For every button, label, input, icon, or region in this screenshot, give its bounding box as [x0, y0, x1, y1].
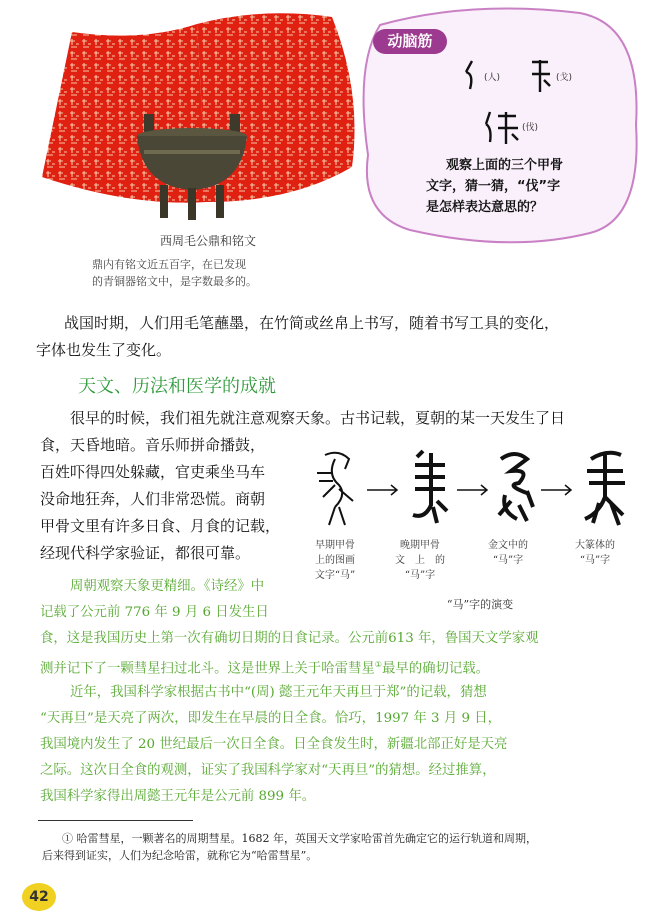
bronze-ding-rubbing-image: [32, 2, 362, 232]
arrow-3: [541, 485, 571, 495]
tian-zai-dan-paragraph: 近年，我国科学家根据古书中“(周) 懿王元年天再旦于郑”的记载，猜想 “天再旦”是天亮了两次，即发生在早晨的日全食。恰巧，1997 年 3 月 9 日， 我国境内发生了 20 世纪最后一次日全食。日全食发生时，新疆北部正好是天亮 之际。这次日全食的观测，证实了我国科学家对“天再旦”的猜想。经过推算， 我国科学家得出周懿王元年是公元前 899 年。: [40, 685, 508, 804]
footnote: ① 哈雷彗星，一颗著名的周期彗星。1682 年，英国天文学家哈雷首先确定它的运行轨道和周期， 后来得到证实，人们为纪念哈雷，就称它为“哈雷彗星”。: [42, 832, 537, 862]
arrow-2: [457, 485, 487, 495]
intro-paragraph: 战国时期，人们用毛笔蘸墨，在竹简或丝帛上书写，随着书写工具的变化， 字体也发生了变化。: [36, 314, 560, 359]
oracle-fa-glyph: [482, 106, 522, 146]
evolution-figure-caption: “马”字的演变: [446, 598, 514, 611]
evolution-stage3-caption: 金文中的 “马”字: [488, 540, 528, 566]
evolution-stage4-caption: 大篆体的 “马”字: [575, 540, 615, 566]
artifact-caption-title: 西周毛公鼎和铭文: [159, 234, 256, 248]
think-box-tag: 动脑筋: [373, 29, 447, 54]
horse-character-evolution-figure: [305, 445, 635, 535]
glyph-label-person: (人): [484, 73, 501, 83]
footnote-divider: [38, 820, 193, 821]
think-box-question: 观察上面的三个甲骨 文字，猜一猜，“伐”字 是怎样表达意思的？: [426, 158, 564, 215]
ding-vessel: [137, 114, 247, 220]
evolution-stage2-caption: 晚期甲骨 文 上 的 “马”字: [395, 540, 445, 581]
oracle-person-glyph: [456, 58, 482, 92]
section-heading: 天文、历法和医学的成就: [78, 376, 276, 397]
bronze-script-horse-glyph: [499, 454, 533, 521]
arrow-1: [367, 485, 397, 495]
astronomy-paragraph: 很早的时候，我们祖先就注意观察天象。古书记载，夏朝的某一天发生了日 食，天昏地暗。音乐师拼命播鼓， 百姓吓得四处躲藏，官吏乘坐马车 没命地狂奔，人们非常恐慌。商朝 甲骨文里有许多日食、月食的记载， 经现代科学家验证，都很可靠。: [40, 409, 566, 562]
artifact-caption-body: 鼎内有铭文近五百字，在已发现 的青铜器铭文中，是字数最多的。: [92, 258, 257, 288]
late-oracle-horse-glyph: [413, 451, 447, 523]
oracle-ge-glyph: [526, 56, 554, 94]
evolution-stage1-caption: 早期甲骨 上的图画 文字“马”: [314, 540, 356, 581]
glyph-label-fa: (伐): [522, 123, 539, 133]
early-oracle-horse-glyph: [317, 453, 353, 525]
glyph-label-ge: (戈): [556, 73, 573, 83]
page-number: 42: [22, 883, 56, 911]
large-seal-horse-glyph: [585, 453, 625, 525]
zhou-observation-paragraph: 周朝观察天象更精细。《诗经》中 记载了公元前 776 年 9 月 6 日发生日 食，这是我国历史上第一次有确切日期的日食记录。公元前613 年，鲁国天文学家观 测并记下了一颗彗星扫过北斗。这是世界上关于哈雷彗星①最早的确切记载。: [40, 579, 539, 677]
